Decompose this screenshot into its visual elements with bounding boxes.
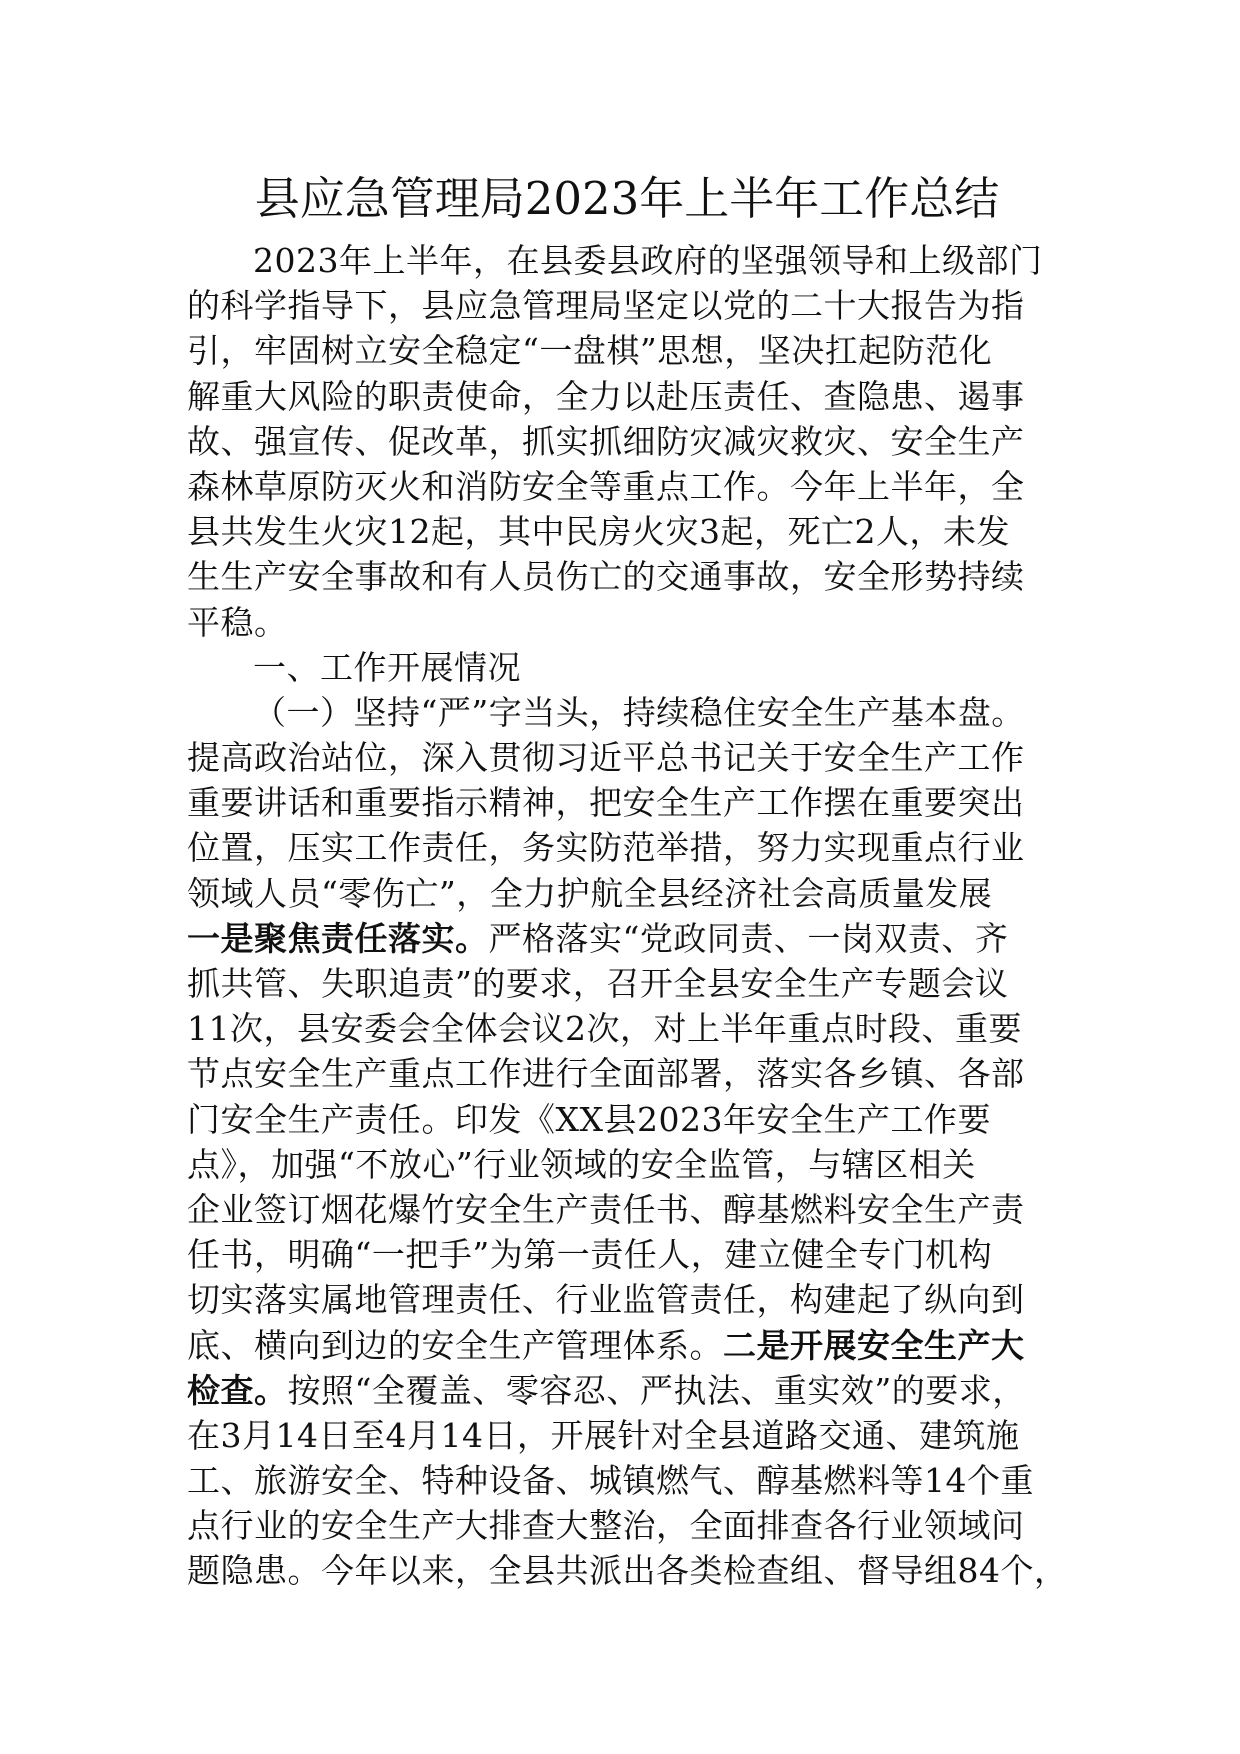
- text-line: [187, 1368, 1067, 1413]
- section-heading: [187, 645, 1067, 690]
- line-text: 11次，县安委会全体会议2次，对上半年重点时段、重要: [187, 1009, 1022, 1049]
- line-text: 按照“全覆盖、零容忍、严执法、重实效”的要求，: [287, 1370, 1026, 1410]
- line-text: 的科学指导下，县应急管理局坚定以党的二十大报告为指: [187, 286, 1025, 326]
- text-line: [187, 1458, 1067, 1503]
- line-text: 重要讲话和重要指示精神，把安全生产工作摆在重要突出: [187, 783, 1025, 823]
- line-text: 引，牢固树立安全稳定“一盘棋”思想，坚决扛起防范化: [187, 331, 993, 371]
- text-line: [187, 419, 1067, 464]
- line-text: 抓共管、失职追责”的要求，召开全县安全生产专题会议: [187, 964, 1009, 1003]
- bold-lead: 二是开展安全生产大: [723, 1325, 1025, 1365]
- text-line: [187, 1503, 1067, 1548]
- text-line: [187, 961, 1067, 1006]
- line-text: 解重大风险的职责使命，全力以赴压责任、查隐患、遏事: [187, 376, 1025, 416]
- text-line: [187, 328, 1067, 373]
- text-line: [187, 1097, 1067, 1142]
- bold-lead: 检查。: [187, 1370, 288, 1410]
- text-line: [187, 825, 1067, 870]
- text-line: [187, 554, 1067, 599]
- text-line: [187, 1323, 1067, 1368]
- text-line: [187, 1413, 1067, 1458]
- line-text: 生生产安全事故和有人员伤亡的交通事故，安全形势持续: [187, 557, 1025, 597]
- line-text: 森林草原防灭火和消防安全等重点工作。今年上半年，全: [187, 466, 1025, 506]
- line-text: 位置，压实工作责任，务实防范举措，努力实现重点行业: [187, 828, 1025, 868]
- text-line: [187, 690, 1067, 735]
- document-body: [187, 238, 1067, 1594]
- text-line: [187, 871, 1067, 916]
- line-text: 底、横向到边的安全生产管理体系。: [187, 1325, 723, 1365]
- line-text: 县共发生火灾12起，其中民房火灾3起，死亡2人，未发: [187, 512, 1010, 552]
- text-line: [187, 238, 1067, 283]
- line-text: 故、强宣传、促改革，抓实抓细防灾减灾救灾、安全生产: [187, 421, 1025, 461]
- text-line: [187, 1232, 1067, 1277]
- line-text: 任书，明确“一把手”为第一责任人，建立健全专门机构: [187, 1235, 993, 1275]
- text-line: [187, 464, 1067, 509]
- line-text: 严格落实“党政同责、一岗双责、齐: [488, 918, 1009, 958]
- text-line: [187, 374, 1067, 419]
- text-line: [187, 1187, 1067, 1232]
- document-page: [187, 170, 1067, 1594]
- text-line: [187, 509, 1067, 554]
- text-line: [187, 1277, 1067, 1322]
- line-text: 提高政治站位，深入贯彻习近平总书记关于安全生产工作: [187, 738, 1025, 778]
- text-line: [187, 283, 1067, 328]
- line-text: 切实落实属地管理责任、行业监管责任，构建起了纵向到: [187, 1280, 1025, 1320]
- line-text: 题隐患。今年以来，全县共派出各类检查组、督导组84个，: [187, 1551, 1068, 1591]
- text-line: [187, 1548, 1067, 1593]
- text-line: [187, 1051, 1067, 1096]
- document-title: 县应急管理局2023年上半年工作总结: [254, 172, 1000, 225]
- text-line: [187, 916, 1067, 961]
- line-text: 门安全生产责任。印发《XX县2023年安全生产工作要: [187, 1099, 991, 1139]
- text-line: [187, 1006, 1067, 1051]
- text-line: [187, 780, 1067, 825]
- bold-lead: 一是聚焦责任落实。: [187, 918, 489, 958]
- line-text: 一、工作开展情况: [253, 647, 521, 687]
- line-text: 点行业的安全生产大排查大整治，全面排查各行业领域问: [187, 1506, 1025, 1546]
- line-text: 企业签订烟花爆竹安全生产责任书、醇基燃料安全生产责: [187, 1189, 1025, 1229]
- text-line: [187, 600, 1067, 645]
- line-text: 工、旅游安全、特种设备、城镇燃气、醇基燃料等14个重: [187, 1461, 1034, 1501]
- text-line: [187, 1142, 1067, 1187]
- line-text: 节点安全生产重点工作进行全面部署，落实各乡镇、各部: [187, 1054, 1025, 1094]
- line-text: （一）坚持“严”字当头，持续稳住安全生产基本盘。: [253, 692, 1025, 732]
- line-text: 在3月14日至4月14日，开展针对全县道路交通、建筑施: [187, 1415, 1020, 1455]
- text-line: [187, 735, 1067, 780]
- line-text: 领域人员“零伤亡”，全力护航全县经济社会高质量发展: [187, 873, 993, 913]
- line-text: 平稳。: [187, 602, 288, 642]
- line-text: 点》，加强“不放心”行业领域的安全监管，与辖区相关: [187, 1144, 976, 1184]
- line-text: 2023年上半年，在县委县政府的坚强领导和上级部门: [253, 241, 1043, 280]
